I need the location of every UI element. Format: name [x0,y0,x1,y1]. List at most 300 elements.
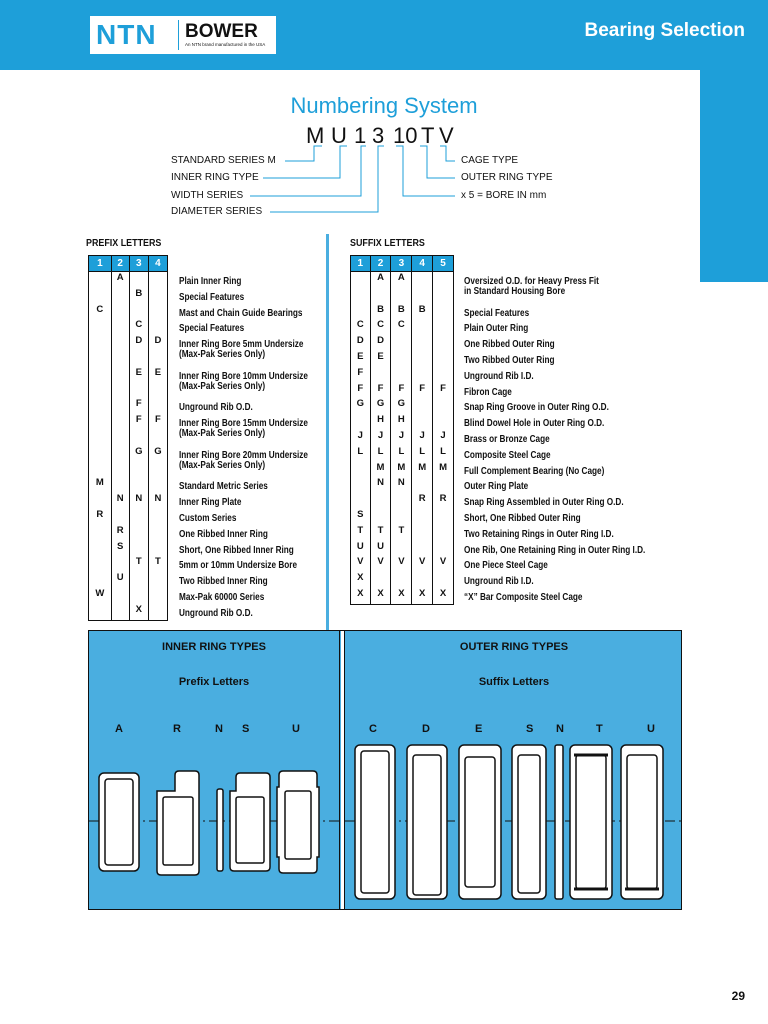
inner-ring-drawings [89,631,339,911]
prefix-description [179,340,308,372]
inner-letter-r: R [173,723,181,735]
suffix-description: Full Complement Bearing (No Cage) [464,465,605,477]
prefix-cell [111,367,129,399]
prefix-cell [89,335,112,367]
label-diameter-series: DIAMETER SERIES [171,206,263,217]
suffix-table-row [351,414,454,430]
suffix-cell: V [391,556,412,572]
suffix-description: Unground Rib I.D. [464,370,534,382]
numbering-leader-lines [0,0,768,230]
prefix-cell: W [89,588,112,604]
prefix-description: Inner Ring Plate [179,497,242,509]
prefix-cell [111,556,129,572]
suffix-cell: H [391,414,412,430]
inner-letter-s: S [242,723,250,735]
suffix-cell [433,351,454,367]
prefix-cell: T [129,556,148,572]
suffix-cell: C [391,319,412,335]
inner-letter-a: A [115,723,123,735]
prefix-description: Special Features [179,323,245,335]
suffix-cell [433,477,454,493]
suffix-cell: L [412,446,433,462]
outer-ring-d-drawing [407,745,447,899]
prefix-cell [148,304,167,320]
prefix-cell [89,604,112,620]
prefix-cell [129,509,148,525]
suffix-cell: L [391,446,412,462]
ring-types-panel [88,630,682,910]
suffix-description: One Rib, One Retaining Ring in Outer Ring I.D. [464,544,646,556]
suffix-cell: E [370,351,391,367]
prefix-cell [111,288,129,304]
suffix-cell [412,477,433,493]
prefix-cell [129,588,148,604]
suffix-cell: C [351,319,371,335]
suffix-cell: B [391,304,412,320]
suffix-table-row [351,398,454,414]
suffix-table-row [351,572,454,588]
prefix-description: Custom Series [179,512,237,524]
inner-letter-n: N [215,723,223,735]
suffix-cell: B [370,304,391,320]
suffix-cell: C [370,319,391,335]
suffix-cell: L [351,446,371,462]
prefix-cell [129,541,148,557]
suffix-cell: L [370,446,391,462]
outer-letter-u: U [647,723,655,735]
suffix-column-header: 2 [370,256,391,272]
suffix-cell: U [351,541,371,557]
suffix-cell: F [351,383,371,399]
suffix-cell [412,541,433,557]
prefix-cell [148,288,167,304]
suffix-cell: F [433,383,454,399]
prefix-cell [89,367,112,399]
suffix-cell: N [370,477,391,493]
prefix-cell: D [148,335,167,367]
suffix-cell [433,272,454,304]
suffix-table-row [351,525,454,541]
suffix-cell: M [391,462,412,478]
suffix-cell: T [391,525,412,541]
suffix-cell [370,367,391,383]
label-outer-ring-type: OUTER RING TYPE [461,172,553,183]
inner-ring-s-drawing [230,773,270,871]
prefix-cell: T [148,556,167,572]
suffix-cell: T [351,525,371,541]
label-cage-type: CAGE TYPE [461,155,519,166]
suffix-cell: G [370,398,391,414]
suffix-table-row [351,335,454,351]
prefix-description: Special Features [179,291,245,303]
prefix-cell: E [148,367,167,399]
suffix-description: One Piece Steel Cage [464,560,548,572]
logo-bower: BOWER [185,21,258,42]
suffix-description: “X” Bar Composite Steel Cage [464,591,583,603]
suffix-cell: R [412,493,433,509]
suffix-description-line: in Standard Housing Bore [464,286,566,297]
outer-letter-t: T [596,723,603,735]
prefix-cell [148,588,167,604]
panel-divider-line [339,631,340,909]
suffix-description: Two Retaining Rings in Outer Ring I.D. [464,528,614,540]
suffix-column-header: 5 [433,256,454,272]
prefix-cell [148,477,167,493]
suffix-cell: L [433,446,454,462]
prefix-description: Unground Rib O.D. [179,402,253,414]
prefix-description [179,419,308,451]
prefix-cell [129,272,148,288]
prefix-cell [148,604,167,620]
suffix-cell [412,351,433,367]
suffix-cell [412,525,433,541]
prefix-cell [89,446,112,478]
suffix-cell [351,477,371,493]
suffix-table-row [351,509,454,525]
prefix-table-row [89,319,168,335]
prefix-table-row [89,446,168,478]
suffix-cell: X [351,572,371,588]
suffix-cell: J [433,430,454,446]
code-char-u: U [331,123,347,148]
suffix-description: Composite Steel Cage [464,449,551,461]
label-inner-ring-type: INNER RING TYPE [171,172,259,183]
suffix-table-row [351,383,454,399]
outer-ring-s-drawing [512,745,546,899]
suffix-description: Snap Ring Assembled in Outer Ring O.D. [464,497,624,509]
prefix-cell [148,525,167,541]
suffix-cell [433,367,454,383]
suffix-cell [412,509,433,525]
suffix-table-row [351,304,454,320]
prefix-table-row [89,304,168,320]
suffix-cell: F [391,383,412,399]
prefix-table-row [89,604,168,620]
suffix-cell [412,319,433,335]
code-char-1: 1 [354,123,367,148]
prefix-cell [89,556,112,572]
suffix-column-header: 3 [391,256,412,272]
suffix-description: Snap Ring Groove in Outer Ring O.D. [464,402,609,414]
prefix-cell: X [129,604,148,620]
suffix-cell [433,525,454,541]
prefix-cell [89,319,112,335]
outer-ring-e-drawing [459,745,501,899]
suffix-cell: X [370,588,391,604]
prefix-table-row [89,335,168,367]
prefix-description: Plain Inner Ring [179,276,242,287]
suffix-cell: X [351,588,371,604]
prefix-cell: A [111,272,129,288]
prefix-description-line: Inner Ring Bore 5mm Undersize [179,339,304,351]
inner-ring-types-title: INNER RING TYPES [162,641,266,653]
prefix-cell: F [129,414,148,446]
suffix-cell: V [433,556,454,572]
section-divider [326,234,329,630]
prefix-description: One Ribbed Inner Ring [179,528,268,540]
inner-letter-u: U [292,723,300,735]
suffix-cell: V [412,556,433,572]
suffix-cell: M [412,462,433,478]
inner-ring-n-drawing [217,789,223,871]
label-standard-series: STANDARD SERIES M [171,155,276,166]
inner-ring-u-drawing [277,771,319,873]
suffix-cell: G [391,398,412,414]
suffix-cell [433,414,454,430]
page-title: Bearing Selection [584,20,745,41]
prefix-cell [89,272,112,288]
prefix-cell [111,477,129,493]
suffix-cell [391,351,412,367]
suffix-cell: T [370,525,391,541]
prefix-description: Two Ribbed Inner Ring [179,576,268,588]
suffix-cell: D [351,335,371,351]
prefix-description-line: Inner Ring Bore 15mm Undersize [179,418,308,430]
prefix-table-row [89,588,168,604]
prefix-cell [148,541,167,557]
suffix-description-line: Oversized O.D. for Heavy Press Fit [464,276,599,287]
prefix-table-row [89,525,168,541]
suffix-cell: M [370,462,391,478]
page-number: 29 [731,989,745,1003]
suffix-description: Fibron Cage [464,386,512,398]
suffix-description: Blind Dowel Hole in Outer Ring O.D. [464,418,605,430]
suffix-cell [351,493,371,509]
suffix-description: One Ribbed Outer Ring [464,339,555,351]
prefix-cell [148,319,167,335]
suffix-table-row [351,462,454,478]
suffix-cell [351,304,371,320]
suffix-cell: M [433,462,454,478]
prefix-cell [148,509,167,525]
prefix-cell: C [89,304,112,320]
outer-ring-types-title: OUTER RING TYPES [459,641,569,653]
prefix-cell: U [111,572,129,588]
prefix-cell [129,572,148,588]
suffix-table-row [351,430,454,446]
prefix-description: Unground Rib O.D. [179,607,253,619]
prefix-cell [148,572,167,588]
suffix-cell [433,335,454,351]
suffix-cell [370,509,391,525]
prefix-table-row [89,541,168,557]
prefix-cell [89,572,112,588]
suffix-descriptions [464,277,685,609]
suffix-cell [433,319,454,335]
suffix-title: SUFFIX LETTERS [350,237,425,249]
suffix-table [350,255,454,605]
numbering-title: Numbering System [290,93,478,118]
code-char-t: T [421,123,435,148]
prefix-table-row [89,509,168,525]
suffix-cell [412,272,433,304]
prefix-cell [111,304,129,320]
suffix-cell: X [391,588,412,604]
prefix-cell [89,398,112,414]
suffix-table-row [351,446,454,462]
suffix-table-row [351,556,454,572]
prefix-cell [89,288,112,304]
inner-ring-r-drawing [157,771,199,875]
suffix-cell: J [351,430,371,446]
prefix-table-row [89,414,168,446]
suffix-cell [433,509,454,525]
logo-ntn: NTN [96,19,157,50]
prefix-cell: F [129,398,148,414]
prefix-column-header: 4 [148,256,167,272]
prefix-cell [129,477,148,493]
prefix-table-row [89,288,168,304]
prefix-cell: S [111,541,129,557]
prefix-table-row [89,477,168,493]
prefix-cell: D [129,335,148,367]
suffix-cell: J [370,430,391,446]
prefix-cell [111,414,129,446]
outer-ring-n-drawing [555,745,563,899]
outer-letter-c: C [369,723,377,735]
suffix-cell [391,367,412,383]
outer-ring-u-drawing [621,745,663,899]
suffix-cell [433,541,454,557]
suffix-cell [433,572,454,588]
suffix-cell [433,398,454,414]
prefix-description [179,451,308,483]
prefix-cell: B [129,288,148,304]
suffix-cell: V [351,556,371,572]
suffix-cell [391,509,412,525]
prefix-cell: R [111,525,129,541]
suffix-cell [351,414,371,430]
prefix-description: Short, One Ribbed Inner Ring [179,544,294,556]
suffix-cell: F [351,367,371,383]
outer-letter-n: N [556,723,564,735]
suffix-table-row [351,367,454,383]
prefix-cell: C [129,319,148,335]
prefix-description-line: (Max-Pak Series Only) [179,380,266,392]
label-width-series: WIDTH SERIES [171,190,244,201]
code-char-10: 10 [393,123,418,148]
prefix-descriptions [179,277,336,625]
suffix-table-row [351,351,454,367]
prefix-cell: G [129,446,148,478]
prefix-table-row [89,367,168,399]
suffix-table-row [351,493,454,509]
prefix-table [88,255,168,621]
suffix-cell: E [351,351,371,367]
prefix-table-row [89,493,168,509]
suffix-cell: S [351,509,371,525]
suffix-description: Plain Outer Ring [464,323,529,335]
prefix-table-row [89,398,168,414]
suffix-cell: V [370,556,391,572]
suffix-table-row [351,319,454,335]
prefix-description [179,372,308,404]
prefix-cell [111,588,129,604]
suffix-cell: F [370,383,391,399]
prefix-cell: E [129,367,148,399]
suffix-cell [351,462,371,478]
prefix-cell: N [129,493,148,509]
suffix-cell [412,335,433,351]
prefix-cell [111,319,129,335]
prefix-description: 5mm or 10mm Undersize Bore [179,560,298,572]
inner-ring-types-subtitle: Prefix Letters [178,676,250,688]
suffix-cell [370,572,391,588]
suffix-cell: J [412,430,433,446]
prefix-column-header: 1 [89,256,112,272]
outer-letter-e: E [475,723,483,735]
suffix-cell: J [391,430,412,446]
prefix-cell: R [89,509,112,525]
prefix-cell [148,398,167,414]
suffix-cell: X [412,588,433,604]
suffix-cell: B [412,304,433,320]
outer-ring-drawings [345,631,683,911]
prefix-cell [111,509,129,525]
code-char-v: V [439,123,454,148]
suffix-description: Brass or Bronze Cage [464,433,550,445]
prefix-title: PREFIX LETTERS [86,237,162,249]
suffix-column-header: 4 [412,256,433,272]
prefix-cell [111,335,129,367]
prefix-table-row [89,272,168,288]
prefix-description-line: Inner Ring Bore 10mm Undersize [179,370,308,382]
suffix-table-row [351,477,454,493]
suffix-cell: F [412,383,433,399]
prefix-description: Max-Pak 60000 Series [179,591,265,603]
outer-ring-c-drawing [355,745,395,899]
prefix-description-line: (Max-Pak Series Only) [179,428,266,440]
suffix-description: Unground Rib I.D. [464,576,534,588]
suffix-cell [391,541,412,557]
suffix-cell [412,367,433,383]
prefix-cell: G [148,446,167,478]
logo-tagline: An NTN brand manufactured in the USA [185,42,266,47]
suffix-cell: H [370,414,391,430]
outer-ring-types-subtitle: Suffix Letters [478,676,550,688]
prefix-cell [111,604,129,620]
suffix-cell: A [391,272,412,304]
inner-ring-a-drawing [99,773,139,871]
suffix-cell: A [370,272,391,304]
label-bore: x 5 = BORE IN mm [461,190,547,201]
prefix-description-line: (Max-Pak Series Only) [179,349,266,361]
prefix-column-header: 3 [129,256,148,272]
prefix-cell [111,446,129,478]
suffix-cell [391,493,412,509]
suffix-cell: G [351,398,371,414]
suffix-cell [433,304,454,320]
outer-letter-d: D [422,723,430,735]
prefix-description-line: Inner Ring Bore 20mm Undersize [179,449,308,461]
suffix-cell: N [391,477,412,493]
suffix-description: Special Features [464,307,530,319]
suffix-cell [391,335,412,351]
outer-ring-t-drawing [570,745,612,899]
suffix-description: Outer Ring Plate [464,481,529,493]
suffix-cell [351,272,371,304]
prefix-cell [111,398,129,414]
suffix-table-row [351,272,454,304]
suffix-cell [412,414,433,430]
suffix-table-row [351,541,454,557]
suffix-description: Short, One Ribbed Outer Ring [464,512,581,524]
prefix-table-row [89,556,168,572]
prefix-description: Mast and Chain Guide Bearings [179,307,303,319]
prefix-description-line: (Max-Pak Series Only) [179,459,266,471]
suffix-table-row [351,588,454,604]
prefix-column-header: 2 [111,256,129,272]
